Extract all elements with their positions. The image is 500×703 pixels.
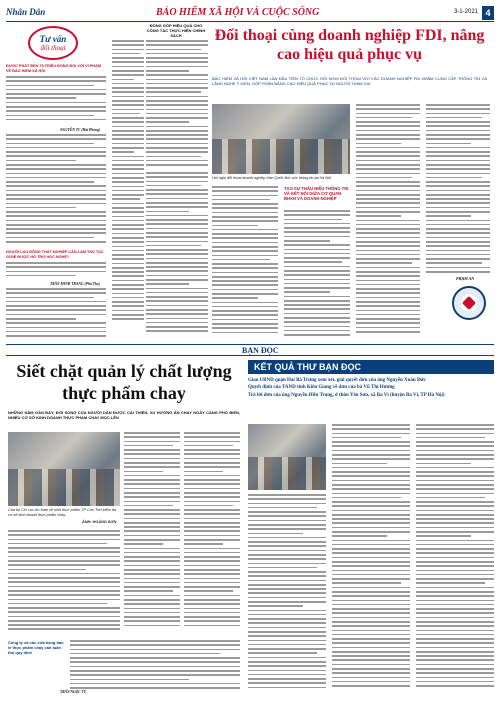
question-2-body (6, 262, 106, 282)
answer-2-body (6, 288, 106, 340)
food-photo-credit: ẢNH: HOÀNG SƠN (82, 520, 117, 524)
reader-result-item: Trả lời đơn của ông Nguyễn Hữu Trọng, ở thôn Yên Sơn, xã Ba Vì (huyện Ba Vì, TP Hà Nội) (248, 392, 445, 398)
middle-article-title: ĐÔNG GÓP HIỆU QUẢ CHO CÔNG TÁC THỰC HIỆN CHÍNH SÁCH (146, 23, 206, 38)
reader-results-bar: KẾT QUẢ THƯ BẠN ĐỌC (248, 360, 494, 374)
reader-result-item: Quyết định của TAND tỉnh Kiên Giang về đơn của bà Vũ Thị Hương (248, 385, 395, 391)
tuvan-badge (28, 26, 78, 60)
newspaper-logo: Nhân Dân (6, 7, 46, 17)
social-insurance-seal-icon (452, 286, 486, 320)
tuvan-title: Tư vấn (39, 34, 67, 44)
page-number: 4 (482, 6, 494, 20)
section-title: BẢO HIỂM XÃ HỘI VÀ CUỘC SỐNG (156, 7, 320, 18)
issue-date: 3-1-2021 (453, 9, 478, 15)
bandoc-section-bar (6, 344, 494, 356)
feature-subhead: TẠO SỰ THẤU HIỂU THÔNG TIN VÀ KẾT NỐI GIỮA CƠ QUAN BHXH VÀ DOANH NGHIỆP (284, 186, 349, 201)
question-1-title: ĐƯỢC PHÁT ĐẾN 75 TRIỆU ĐỒNG ĐỐI VỚI VI PHẠM VỀ BẢO HIỂM XÃ HỘI (6, 64, 102, 73)
question-1-byline: NGUYỄN TC (Hải Phòng) (60, 128, 101, 132)
food-footer-body (70, 640, 240, 696)
feature-photo (212, 104, 350, 174)
tuvan-subtitle: đối thoại (40, 44, 66, 52)
food-footer-quote: Công ty và các cửa hàng bán lẻ thực phẩm chay cần tuân thủ quy định (8, 640, 64, 655)
question-2-byline: TRẦN MINH TRANG (Phú Thọ) (50, 282, 100, 286)
feature-photo-caption: Hội nghị đối thoại doanh nghiệp Hàn Quốc lĩnh vực thông tin tại Hà Nội. (212, 176, 333, 180)
middle-article-body (146, 40, 208, 170)
feature-headline: Đối thoại cùng doanh nghiệp FDI, nâng cao hiệu quả phục vụ (214, 27, 485, 63)
tuvan-header (6, 26, 106, 60)
feature-body-col2 (212, 186, 278, 340)
page-masthead (6, 6, 494, 22)
narrow-column-body (112, 40, 144, 340)
food-photo (8, 432, 120, 506)
food-body-col3 (184, 432, 240, 632)
food-photo-caption: Cán bộ Chi cục An toàn vệ sinh thực phẩm TP Cần Thơ kiểm tra cơ sở kinh doanh thực phẩm chay. (8, 508, 117, 517)
feature-body-col1 (146, 172, 208, 340)
feature-body-col4 (356, 104, 420, 340)
food-lead: NHỮNG NĂM GẦN ĐÂY, ĐỜI SỐNG CỦA NGƯỜI DÂN ĐƯỢC CẢI THIỆN, XU HƯỚNG ĂN CHAY NGÀY CÀNG PHỔ BIẾN, NHIỀU CƠ SỞ KINH DOANH THỰC PHẨM CHAY MỌC LÊN (8, 410, 240, 420)
question-1-body (6, 76, 106, 126)
question-2-title: NGƯỜI LAO ĐỘNG THẤT NGHIỆP CẦN LÀM THỦ TỤC GÌ ĐỂ ĐƯỢC HỖ TRỢ HỌC NGHỀ? (6, 250, 104, 259)
feature-byline: PHẠM AN (456, 276, 475, 281)
feature-body-col5 (426, 104, 490, 280)
food-body-col2 (124, 432, 180, 632)
reader-results-list (248, 378, 494, 400)
food-body-col1 (8, 530, 120, 634)
feature-body-col3 (284, 210, 350, 340)
reader-results-body-col3 (416, 424, 494, 696)
answer-1-body (6, 134, 106, 246)
bandoc-label: BẠN ĐỌC (242, 346, 279, 355)
feature-lead: BẢO HIỂM XÃ HỘI VIỆT NAM LẦN ĐẦU TIÊN TỔ CHỨC HỘI NGHỊ ĐỐI THOẠI VỚI CÁC DOANH NGHIỆP FDI NHẰM CUNG CẤP THÔNG TIN VÀ LẮNG NGHE Ý KIẾN, GÓP PHẦN NÂNG CAO HIỆU QUẢ PHỤC VỤ NGƯỜI THAM GIA (212, 76, 487, 86)
reader-results-body-col1 (248, 494, 326, 696)
food-headline: Siết chặt quản lý chất lượng thực phẩm chay (16, 361, 232, 403)
reader-results-photo (248, 424, 326, 490)
reader-results-body-col2 (332, 424, 410, 696)
food-footer-byline: TRẦN NGỌC TÚ (60, 690, 87, 694)
reader-result-item: Giao UBND quận Hai Bà Trưng xem xét, giải quyết đơn của ông Nguyễn Xuân Đức (248, 378, 426, 383)
